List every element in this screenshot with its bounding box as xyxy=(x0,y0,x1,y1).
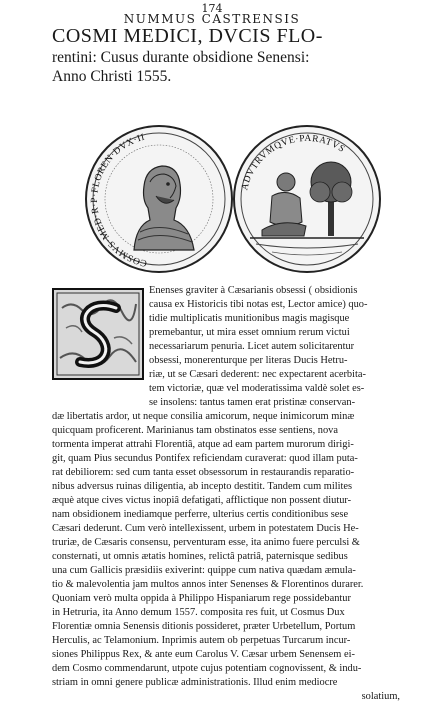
title-line-3: Anno Christi 1555. xyxy=(52,68,172,85)
text-line: premebantur, ut mira esset omnium rerum victui xyxy=(149,327,350,338)
text-line: tidie multiplicatis munitionibus magis magisque xyxy=(149,313,350,324)
catchword: solatium, xyxy=(361,691,400,702)
text-line: Florentiæ omnia Senensis ditionis possideret, præter Urbetellum, Portum xyxy=(52,621,356,632)
text-line: necessariarum penuria. Licet autem solicitarentur xyxy=(149,341,355,352)
text-line: truriæ, de Cæsaris consensu, perventuram esse, ita animo fuere perculsi & xyxy=(52,537,360,548)
medal-obverse xyxy=(84,122,234,276)
obverse-legend: COSMVS·MED·R·P·FLOREN·DVX·II xyxy=(90,132,149,268)
text-line: se insolens: tantus tamen erat pristinæ conservan- xyxy=(149,397,356,408)
text-line: git, quam Pius secundus Pontifex reficiendam curaverat: quod illam puta- xyxy=(52,453,358,464)
text-line: dem Cosmo commendarunt, utpote cujus potentiam cognovissent, & indu- xyxy=(52,663,362,674)
text-line: una cum Gallicis præsidiis exiverint: quippe cum nativa quædam æmula- xyxy=(52,565,356,576)
page-title xyxy=(52,24,382,86)
body-text xyxy=(52,284,400,704)
text-line: consternati, ut omnis ætatis homines, relictâ patriâ, paternisque sedibus xyxy=(52,551,348,562)
medal-reverse xyxy=(232,122,382,276)
text-line: dæ libertatis ardor, ut neque consilia amicorum, neque inimicorum minæ xyxy=(52,411,355,422)
text-line: nibus adversus ruinas diligentia, ab incepto destitit. Tandem cum milites xyxy=(52,481,353,492)
text-line: obsessi, monerenturque per literas Ducis Hetru- xyxy=(149,355,348,366)
text-line: tem victoriæ, quæ vel moderatissima valdè solet es- xyxy=(149,383,365,394)
text-line: Quoniam verò multa oppida à Philippo Hispaniarum rege possidebantur xyxy=(52,593,351,604)
medal-obverse-illustration xyxy=(84,122,234,276)
medal-reverse-illustration xyxy=(232,122,382,276)
text-line: tio & malevolentia jam multos annos inter Senenses & Florentinos durarer. xyxy=(52,579,364,590)
reverse-legend: ADVTRVMQVE·PARATVS xyxy=(240,133,347,192)
text-line: rat debiliorem: sed cum tanta esset obsessorum in restaurandis reparatio- xyxy=(52,467,355,478)
text-line: æquè atque cives victus inopiâ defatigati, afflictique non possent diutur- xyxy=(52,495,352,506)
text-line: Herculis, ac Telamonium. Inprimis autem ob perpetuas Turcarum incur- xyxy=(52,635,351,646)
text-line: in Hetruria, ita Anno demum 1557. composita res fuit, ut Cosmus Dux xyxy=(52,607,345,618)
text-line: striam in omni genere publicæ administrationis. Illud enim mediocre xyxy=(52,677,338,688)
text-line: riæ, ut se Cæsari dederent: nec expectarent acerbita- xyxy=(149,369,366,380)
medals-figure xyxy=(84,122,404,276)
running-head: NUMMUS CASTRENSIS xyxy=(123,12,301,26)
text-line: nam obsidionem inediamque perferre, ulterius certis conditionibus sese xyxy=(52,509,349,520)
text-line: tormenta imperat attrahi Florentiâ, atque ad eam partem murorum dirigi- xyxy=(52,439,354,450)
title-line-2: rentini: Cusus durante obsidione Senensi: xyxy=(52,49,310,66)
text-line: siones Philippus Rex, & ante eum Carolus V. Cæsar urbem Senensem ei- xyxy=(52,649,355,660)
page-number: 174 xyxy=(201,2,223,15)
text-line: causa ex Historicis tibi notas est, Lector amice) quo- xyxy=(149,299,368,310)
text-line: Enenses graviter à Cæsarianis obsessi ( obsidionis xyxy=(149,285,358,296)
title-line-1: COSMI MEDICI, DVCIS FLO- xyxy=(52,25,323,47)
text-line: quicquam proficerent. Marinianus tam obstinatos esse sentiens, nova xyxy=(52,425,338,436)
text-line: Cæsari dederunt. Cum verò intellexissent, urbem in potestatem Ducis He- xyxy=(52,523,359,534)
